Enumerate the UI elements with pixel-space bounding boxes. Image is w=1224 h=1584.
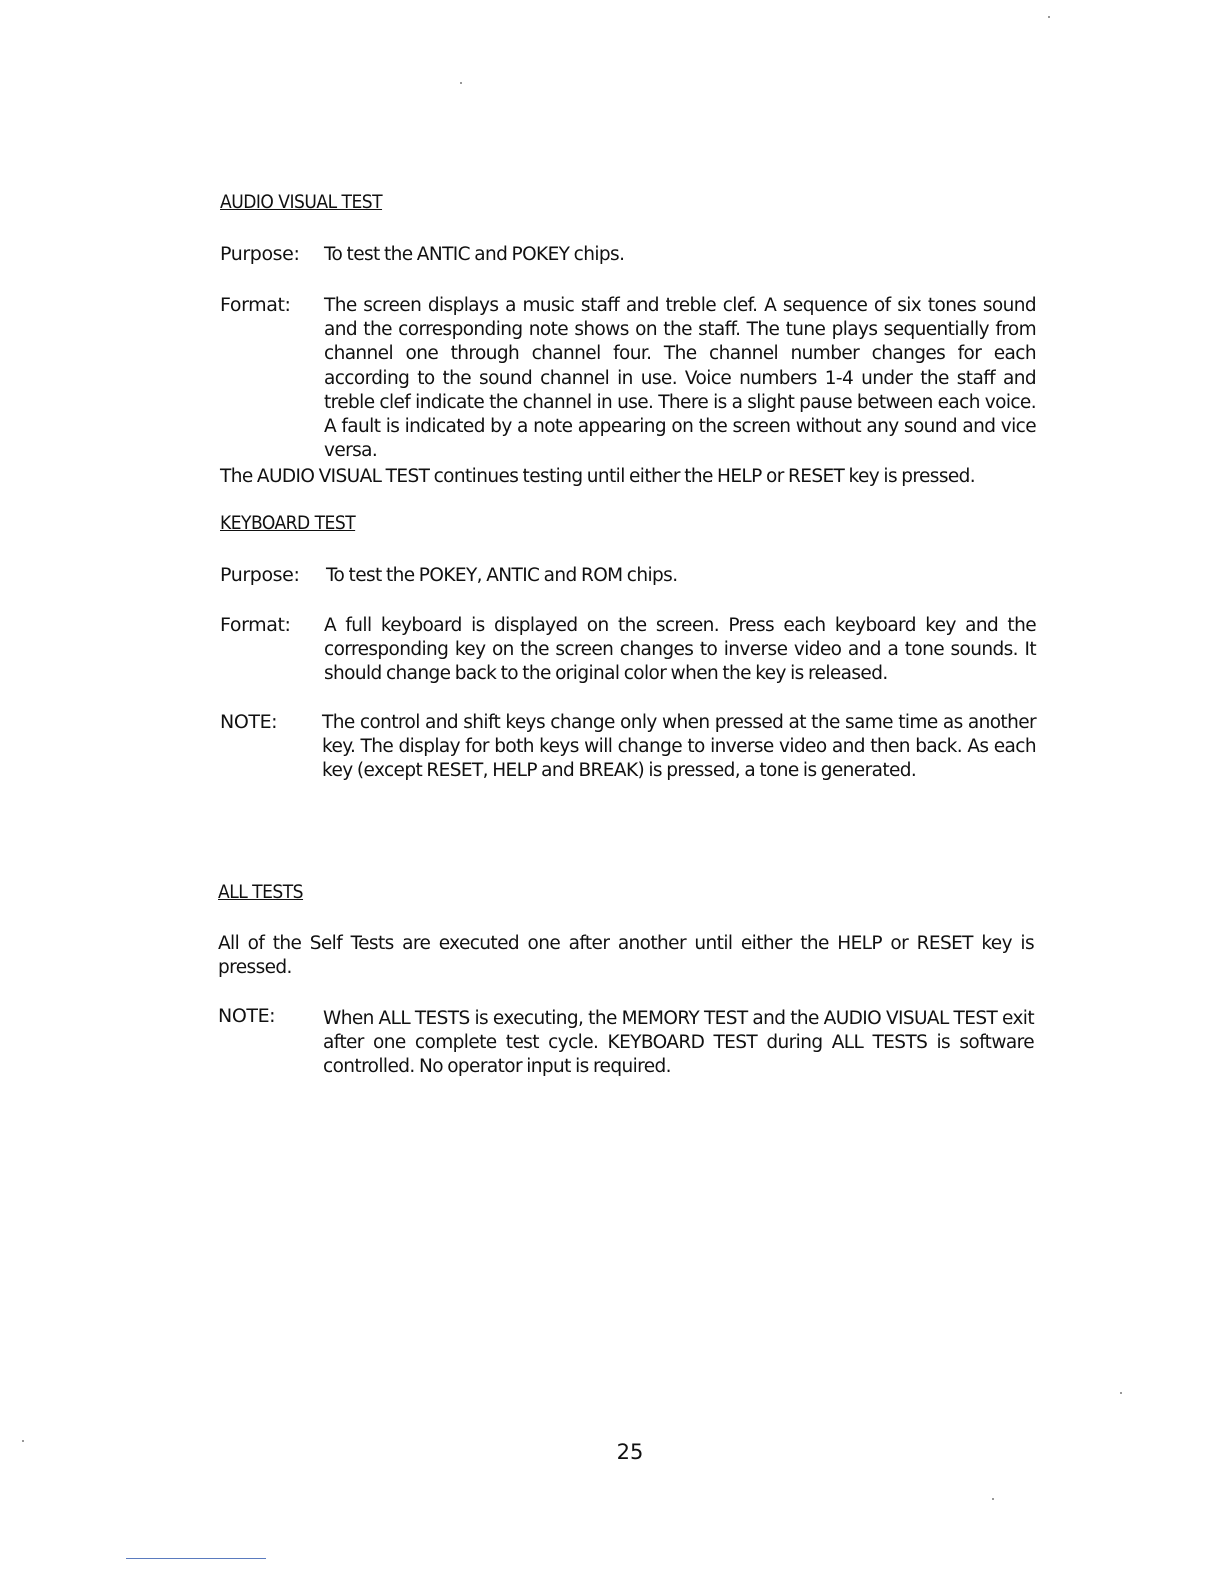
audio-visual-test-heading: AUDIO VISUAL TEST [220,191,383,213]
keyboard-purpose-text: To test the POKEY, ANTIC and ROM chips. [326,565,678,586]
audio-visual-format-label: Format: [220,294,291,316]
scan-speck [992,1498,994,1500]
scan-speck [1048,16,1050,18]
scan-speck [1120,1392,1122,1394]
all-tests-heading: ALL TESTS [218,881,304,903]
audio-visual-closing-text: The AUDIO VISUAL TEST continues testing until either the HELP or RESET key is pressed. [220,466,976,487]
keyboard-purpose-label: Purpose: [220,564,300,586]
keyboard-format-label: Format: [220,614,291,636]
bottom-rule [126,1558,266,1559]
all-tests-note-text: When ALL TESTS is executing, the MEMORY TEST and the AUDIO VISUAL TEST exit after one complete test cycle. KEYBOARD TEST during ALL TESTS is software controlled. No operator input is required. [323,1008,1034,1078]
keyboard-test-heading: KEYBOARD TEST [220,512,356,534]
all-tests-note-label: NOTE: [218,1005,276,1027]
scan-speck [460,82,462,84]
audio-visual-format-text: The screen displays a music staff and treble clef. A sequence of six tones sound and the corresponding note shows on the staff. The tune plays sequentially from channel one through channel four. The channel number changes for each according to the sound channel in use. Voice numbers 1-4 under the staff and treble clef indicate the channel in use. There is a slight pause between each voice. A fault is indicated by a note appearing on the screen without any sound and vice versa. [324,295,1036,462]
scan-speck [22,1440,24,1442]
audio-visual-purpose-label: Purpose: [220,243,300,265]
keyboard-note-label: NOTE: [220,711,278,733]
audio-visual-purpose-text: To test the ANTIC and POKEY chips. [324,244,625,265]
keyboard-format-text: A full keyboard is displayed on the screen. Press each keyboard key and the corresponding key on the screen changes to inverse video and a tone sounds. It should change back to the original color when the key is released. [324,615,1036,685]
all-tests-intro-text: All of the Self Tests are executed one after another until either the HELP or RESET key is pressed. [218,933,1034,978]
page-number: 25 [616,1440,644,1464]
keyboard-note-text: The control and shift keys change only when pressed at the same time as another key. The display for both keys will change to inverse video and then back. As each key (except RESET, HELP and BREAK) is pressed, a tone is generated. [322,712,1036,782]
